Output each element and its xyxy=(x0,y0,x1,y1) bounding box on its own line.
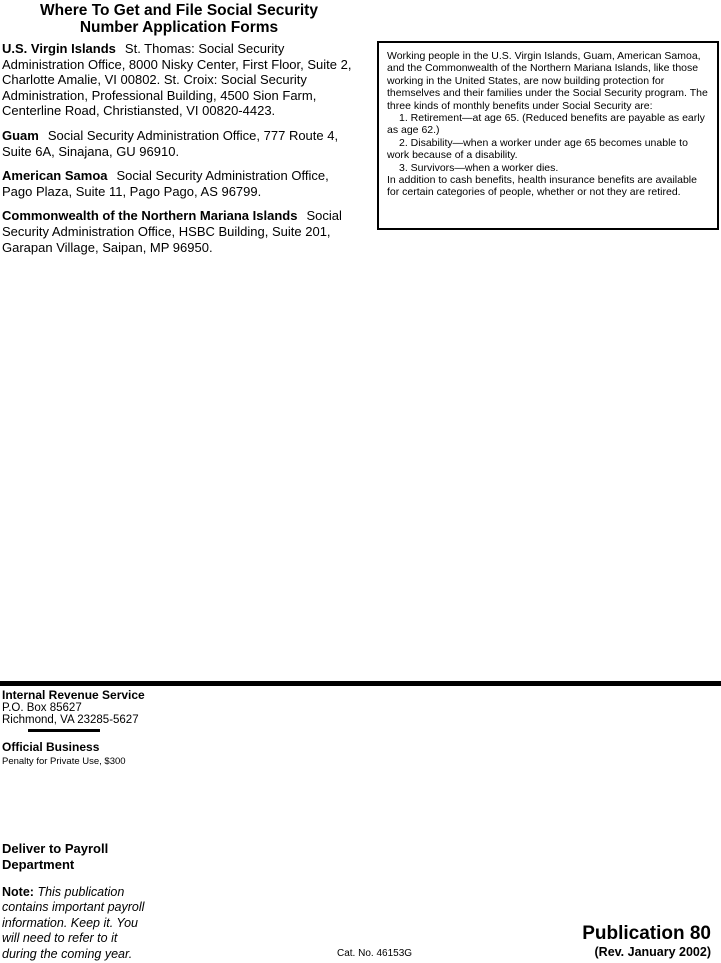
publication-id-block xyxy=(582,923,711,959)
note-line: information. Keep it. You xyxy=(2,915,138,930)
publication-number: Publication 80 xyxy=(582,923,711,944)
note-line: will need to refer to it xyxy=(2,931,118,946)
benefits-outro: In addition to cash benefits, health insurance benefits are available for certain categories of people, whether or not they are retired. xyxy=(387,174,697,199)
agency-city-state-zip: Richmond, VA 23285-5627 xyxy=(2,714,139,727)
location-para-guam xyxy=(2,128,358,159)
full-width-divider-bar xyxy=(0,681,721,686)
payroll-note xyxy=(2,885,144,962)
benefit-item-disability: 2. Disability—when a worker under age 65 becomes unable to work because of a disability. xyxy=(387,136,688,162)
note-line: during the coming year. xyxy=(2,946,133,961)
agency-name: Internal Revenue Service xyxy=(2,688,145,702)
locations-column xyxy=(2,41,358,264)
location-text: Social Security Administration Office, HSBC Building, Suite 201, Garapan Village, Saipan, MP 96950. xyxy=(2,208,342,255)
official-business-label: Official Business xyxy=(2,740,100,754)
return-address xyxy=(2,689,145,727)
location-text: Social Security Administration Office, Pago Plaza, Suite 11, Pago Pago, AS 96799. xyxy=(2,168,329,199)
location-para-american-samoa xyxy=(2,168,358,199)
delivery-instruction xyxy=(2,841,108,873)
publication-revision: (Rev. January 2002) xyxy=(594,945,711,959)
location-label: U.S. Virgin Islands xyxy=(2,41,116,56)
benefit-item-survivors: 3. Survivors—when a worker dies. xyxy=(399,161,559,174)
benefits-intro: Working people in the U.S. Virgin Islands, Guam, American Samoa, and the Commonwealth of the Northern Mariana Islands, like those working in the United States, are now building protection for themselves and their families under the Social Security program. The three kinds of monthly benefits under Social Security are: xyxy=(387,50,708,112)
location-label: American Samoa xyxy=(2,168,108,184)
benefits-info-box xyxy=(377,41,719,230)
page-title-line1: Where To Get and File Social Security xyxy=(40,2,318,19)
note-text: This publication xyxy=(37,885,125,899)
location-label: Commonwealth of the Northern Mariana Islands xyxy=(2,208,298,224)
location-para-northern-mariana-islands xyxy=(2,208,358,255)
catalog-number: Cat. No. 46153G xyxy=(337,948,413,959)
page-title-line2: Number Application Forms xyxy=(79,19,279,36)
location-text: St. Thomas: Social Security Administration Office, 8000 Nisky Center, First Floor, Suite 2, Charlotte Amalie, VI 00802. St. Croix: Social Security Administration, Professional Building, 4500 Sion Farm, Centerline Road, Christiansted, VI 00820-4423. xyxy=(2,41,352,119)
page-title xyxy=(0,2,358,36)
benefit-item-retirement: 1. Retirement—at age 65. (Reduced benefits are payable as early as age 62.) xyxy=(387,112,705,137)
note-line xyxy=(2,885,144,900)
note-prefix: Note: xyxy=(2,885,34,899)
location-text: Social Security Administration Office, 777 Route 4, Suite 6A, Sinajana, GU 96910. xyxy=(2,127,339,159)
location-para-us-virgin-islands xyxy=(2,41,358,119)
penalty-label: Penalty for Private Use, $300 xyxy=(2,756,126,767)
address-divider-bar xyxy=(28,729,100,732)
agency-po-box: P.O. Box 85627 xyxy=(2,701,82,714)
note-line: contains important payroll xyxy=(2,900,145,915)
location-label: Guam xyxy=(2,127,39,143)
delivery-line1: Deliver to Payroll xyxy=(2,841,109,856)
delivery-line2: Department xyxy=(2,857,75,872)
